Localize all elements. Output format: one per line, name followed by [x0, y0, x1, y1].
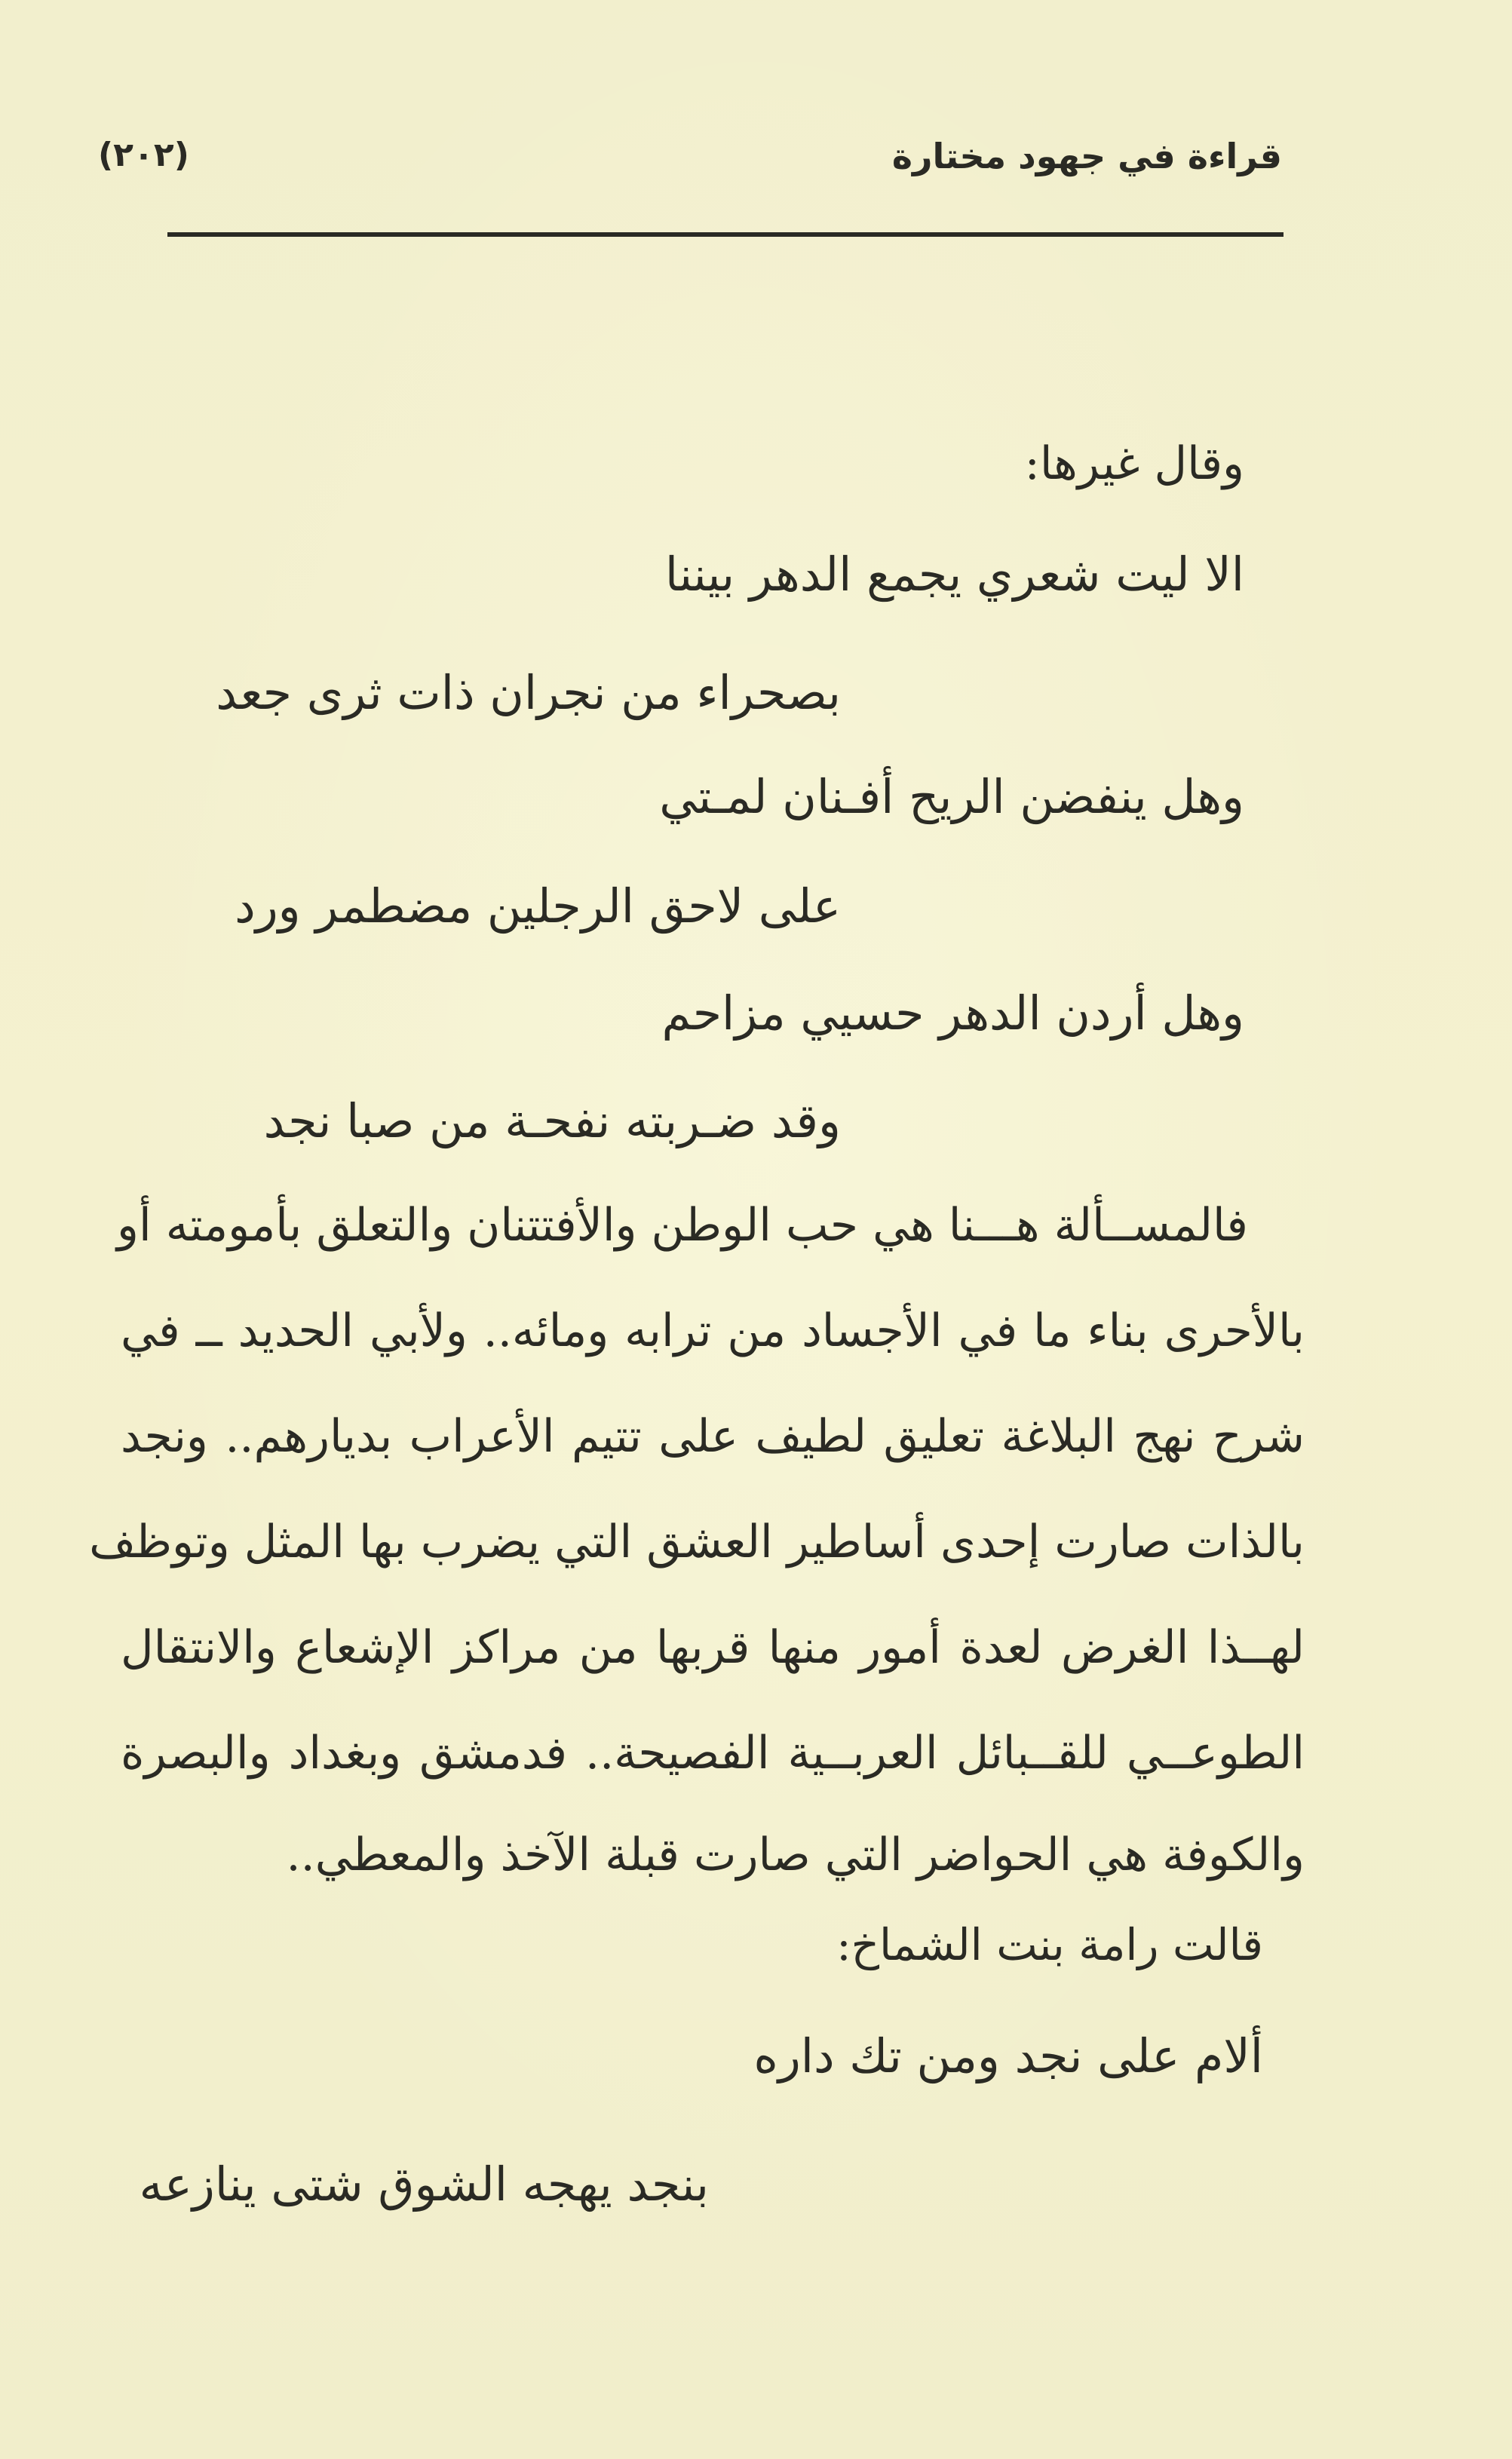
poem-verse-3: وهل ينفضن الريح أفـنان لمـتي — [659, 769, 1244, 824]
paragraph-line-1: فالمســألة هـــنا هي حب الوطن والأفتتنان والتعلق بأمومته أو — [117, 1199, 1248, 1252]
poem-verse-5: وهل أردن الدهر حسيي مزاحم — [661, 986, 1244, 1041]
poem-verse-6: وقد ضـربته نفحـة من صبا نجد — [263, 1093, 841, 1148]
page-header — [90, 128, 1282, 196]
header-divider — [167, 232, 1284, 237]
poem-verse-7: ألام على نجد ومن تك داره — [753, 2028, 1263, 2083]
poem-verse-1: الا ليت شعري يجمع الدهر بيننا — [664, 547, 1244, 602]
poem-verse-2: بصحراء من نجران ذات ثرى جعد — [216, 665, 841, 720]
paragraph-line-2: بالأحرى بناء ما في الأجساد من ترابه ومائه.. ولأبي الحديد ــ في — [121, 1305, 1305, 1357]
page-number: (٢٠٢) — [98, 136, 189, 174]
intro-line-1: وقال غيرها: — [1024, 437, 1244, 490]
paragraph-line-5: لهــذا الغرض لعدة أمور منها قربها من مراكز الإشعاع والانتقال — [121, 1621, 1305, 1674]
paragraph-line-4: بالذات صارت إحدى أساطير العشق التي يضرب بها المثل وتوظف — [89, 1516, 1305, 1568]
intro-line-2: قالت رامة بنت الشماخ: — [836, 1919, 1263, 1970]
paragraph-line-6: الطوعــي للقــبائل العربــية الفصيحة.. فدمشق وبغداد والبصرة — [121, 1727, 1305, 1780]
running-title: قراءة في جهود مختارة — [891, 136, 1282, 176]
poem-verse-4: على لاحق الرجلين مضطمر ورد — [235, 878, 841, 934]
paragraph-line-7: والكوفة هي الحواضر التي صارت قبلة الآخذ والمعطي.. — [286, 1829, 1305, 1881]
paragraph-line-3: شرح نهج البلاغة تعليق لطيف على تتيم الأعراب بديارهم.. ونجد — [121, 1410, 1305, 1463]
poem-verse-8: بنجد يهجه الشوق شتى ينازعه — [139, 2157, 709, 2212]
